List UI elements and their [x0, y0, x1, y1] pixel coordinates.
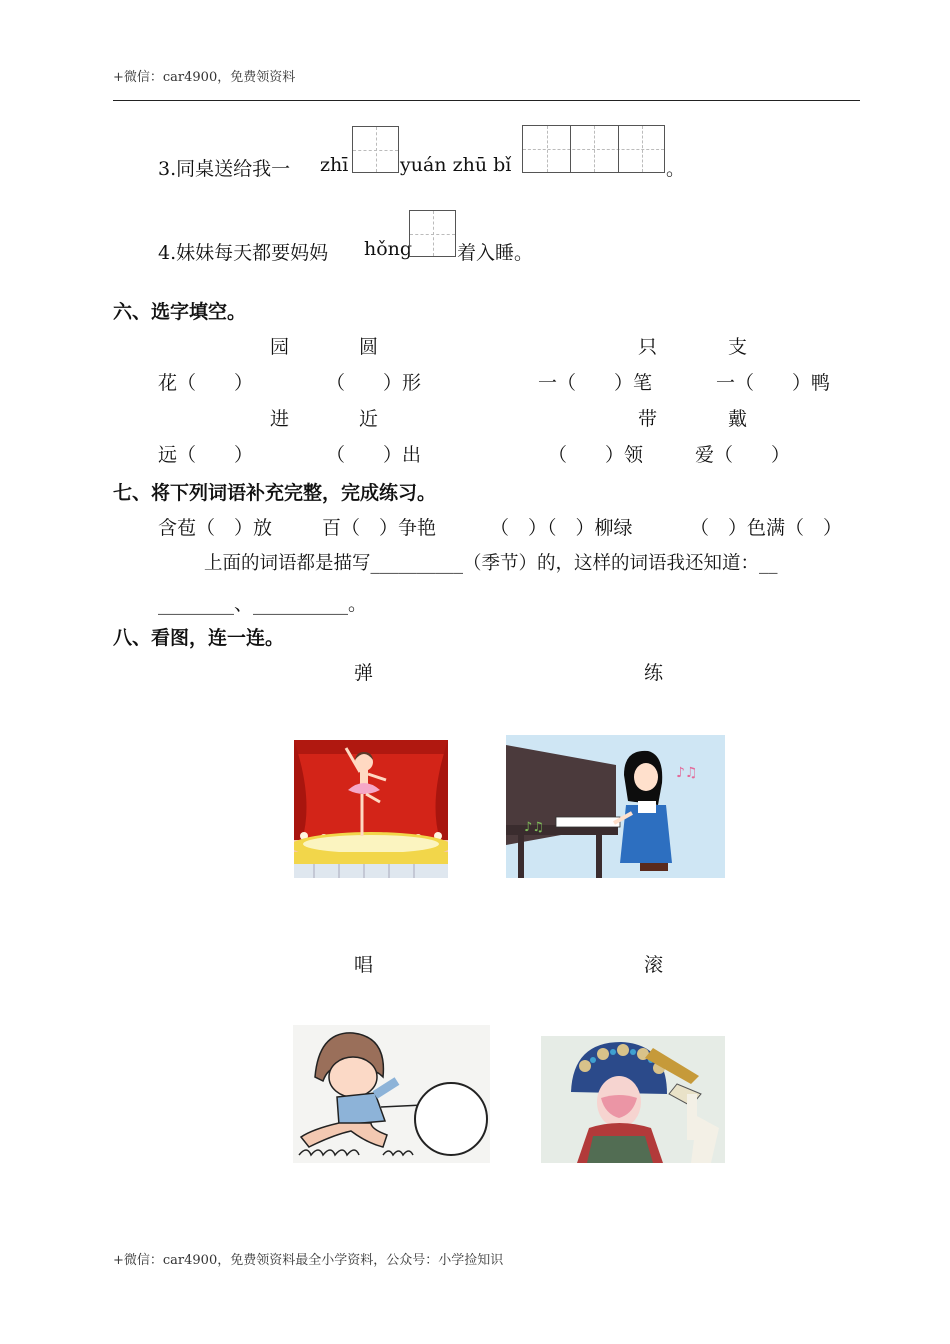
s6-choice-char: 近: [359, 408, 379, 430]
s7-idiom[interactable]: （ ）色满（ ）: [690, 517, 843, 539]
q3-prefix: 3.同桌送给我一: [158, 158, 291, 180]
q3-end: 。: [666, 158, 686, 180]
s7-idiom[interactable]: 百（ ）争艳: [322, 517, 437, 539]
q4-pinyin: hǒng: [364, 238, 413, 260]
s6-blank-item[interactable]: 一（ ）鸭: [716, 372, 831, 394]
s7-idiom[interactable]: （ ）（ ）柳绿: [490, 517, 633, 539]
s8-word[interactable]: 唱: [354, 954, 374, 976]
svg-text:♪♫: ♪♫: [676, 765, 698, 781]
s6-blank-item[interactable]: （ ）形: [326, 372, 422, 394]
s7-idiom[interactable]: 含苞（ ）放: [158, 517, 273, 539]
s7-question-line-1: 上面的词语都是描写__________（季节）的，这样的词语我还知道：__: [204, 553, 778, 574]
q3-pinyin-2: yuán zhū bǐ: [400, 154, 512, 176]
header-text: +微信：car4900，免费领资料: [113, 70, 296, 85]
s6-blank-item[interactable]: 花（ ）: [158, 372, 254, 394]
s6-choice-char: 圆: [359, 336, 379, 358]
svg-text:♪♫: ♪♫: [524, 820, 544, 835]
section-6-title: 六、选字填空。: [113, 301, 247, 323]
s6-choice-char: 只: [638, 336, 658, 358]
s6-blank-item[interactable]: 一（ ）笔: [538, 372, 653, 394]
q4-prefix: 4.妹妹每天都要妈妈: [158, 242, 329, 264]
s7-question-line-2: ________、__________。: [158, 593, 368, 615]
opera-singer-picture[interactable]: [541, 1036, 725, 1163]
s8-word[interactable]: 练: [644, 662, 664, 684]
q4-answer-box[interactable]: [409, 210, 456, 257]
s6-blank-item[interactable]: （ ）出: [326, 444, 422, 466]
q3-pinyin-1: zhī: [320, 154, 349, 176]
s6-blank-item[interactable]: 远（ ）: [158, 444, 254, 466]
s6-choice-char: 带: [638, 408, 658, 430]
hoop-child-picture[interactable]: [293, 1025, 490, 1163]
q3-answer-box-1[interactable]: [352, 126, 399, 173]
piano-girl-picture[interactable]: [506, 735, 725, 878]
s6-blank-item[interactable]: （ ）领: [548, 444, 644, 466]
section-8-title: 八、看图，连一连。: [113, 627, 285, 649]
s8-word[interactable]: 滚: [644, 954, 664, 976]
s6-choice-char: 进: [270, 408, 290, 430]
q3-answer-box-2[interactable]: [522, 125, 665, 173]
header-divider: [113, 100, 860, 101]
footer-text: +微信：car4900，免费领资料最全小学资料，公众号：小学捡知识: [113, 1253, 504, 1268]
s8-word[interactable]: 弹: [354, 662, 374, 684]
s6-blank-item[interactable]: 爱（ ）: [695, 444, 791, 466]
section-7-title: 七、将下列词语补充完整，完成练习。: [113, 482, 437, 504]
q4-suffix: 着入睡。: [457, 242, 534, 264]
ballet-dancer-picture[interactable]: [294, 740, 448, 878]
s6-choice-char: 园: [270, 336, 290, 358]
s6-choice-char: 戴: [728, 408, 748, 430]
s6-choice-char: 支: [728, 336, 748, 358]
